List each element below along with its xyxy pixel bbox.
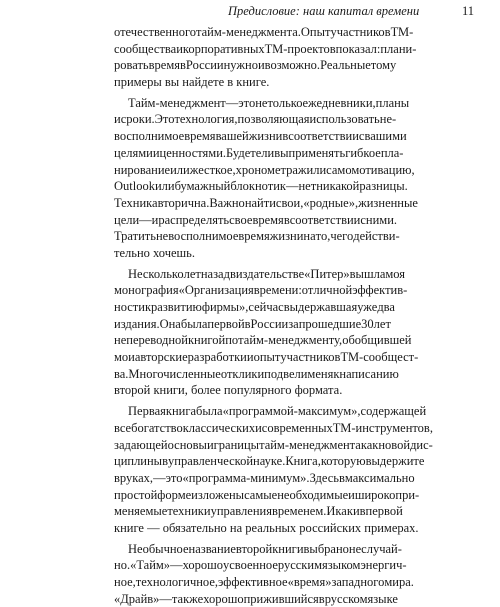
text-line: простой форме изложены самые необходимые и широко при- bbox=[114, 487, 420, 502]
text-line: примеры вы найдете в книге. bbox=[114, 75, 270, 90]
text-line: ва. Многочисленные отклики подвели меня к написанию bbox=[114, 366, 399, 381]
text-line: второй книги, более популярного формата. bbox=[114, 383, 343, 398]
text-line: ровать время в России нужно и возможно. Реальные тому bbox=[114, 58, 397, 73]
paragraph bbox=[114, 266, 419, 400]
text-line: книге — обязательно на реальных российских примерах. bbox=[114, 520, 419, 535]
text-line: нирование или жесткое, хронометраж или самомотивацию, bbox=[114, 162, 415, 177]
running-head bbox=[228, 4, 474, 20]
text-line: издания. Она была первой в России за прошедшие 30 лет bbox=[114, 316, 391, 331]
text-line: мои авторские разработки и опыт участников ТМ-сообщест- bbox=[114, 350, 419, 365]
text-line: Outlook или бумажный блокнотик — нет никакой разницы. bbox=[114, 179, 408, 194]
text-line: все богатство классических и современных ТМ-инструментов, bbox=[114, 420, 433, 435]
text-line: не переводной книгой по тайм-менеджменту, обобщившей bbox=[114, 333, 412, 348]
text-line: Техника вторична. Важно найти свои, «родные», жизненные bbox=[114, 195, 418, 210]
text-line: ное, технологичное, эффективное «время» западного мира. bbox=[114, 575, 414, 589]
text-line: задающей основы и границы тайм-менеджмента как новой дис- bbox=[114, 437, 433, 452]
text-line: тельно хочешь. bbox=[114, 245, 195, 260]
text-line: и сроки. Это технология, позволяющая использовать не- bbox=[114, 112, 397, 127]
text-line: цели — и распределять свое время в соответствии с ними. bbox=[114, 212, 398, 227]
text-line: в руках, — это «программа-минимум». Здесь в максимально bbox=[114, 470, 415, 485]
page-number: 11 bbox=[461, 4, 474, 18]
text-line: восполнимое время вашей жизни в соответствии с вашими bbox=[114, 129, 407, 144]
text-line: отечественного тайм-менеджмента. Опыт участников ТМ- bbox=[114, 25, 414, 39]
paragraph bbox=[114, 541, 414, 607]
text-line: ности к развитию фирмы», сейчас выдержавшая уже два bbox=[114, 300, 395, 314]
running-head-title: Предисловие: наш капитал времени bbox=[228, 4, 420, 18]
paragraph bbox=[114, 403, 433, 537]
text-line: Необычное название второй книги выбрано не случай- bbox=[128, 541, 402, 556]
text-line: монография «Организация времени: от личной эффектив- bbox=[114, 283, 408, 298]
text-line: сообщества и корпоративных ТМ-проектов показал: плани- bbox=[114, 41, 417, 56]
text-line: меняемые техники управления временем. И как и в первой bbox=[114, 504, 403, 519]
text-line: Первая книга была «программой-максимум», содержащей bbox=[128, 404, 427, 419]
paragraph bbox=[114, 95, 418, 262]
text-line: Несколько лет назад в издательстве «Питер» вышла моя bbox=[128, 266, 406, 281]
text-line: но. «Тайм» — хорошо усвоенное русским языком энергич- bbox=[114, 558, 407, 573]
paragraph bbox=[114, 24, 417, 91]
text-line: целями и ценностями. Будете ли вы применять гибкое пла- bbox=[114, 145, 404, 160]
text-line: «Драйв» — так же хорошо прижившийся в русском языке bbox=[114, 591, 398, 606]
text-line: циплины в управленческой науке. Книга, которую вы держите bbox=[114, 454, 425, 469]
text-line: Тайм-менеджмент — это не только ежедневники, планы bbox=[128, 95, 410, 110]
body-text bbox=[114, 24, 433, 607]
text-line: Тратить невосполнимое время жизни на то, чего действи- bbox=[114, 229, 400, 244]
